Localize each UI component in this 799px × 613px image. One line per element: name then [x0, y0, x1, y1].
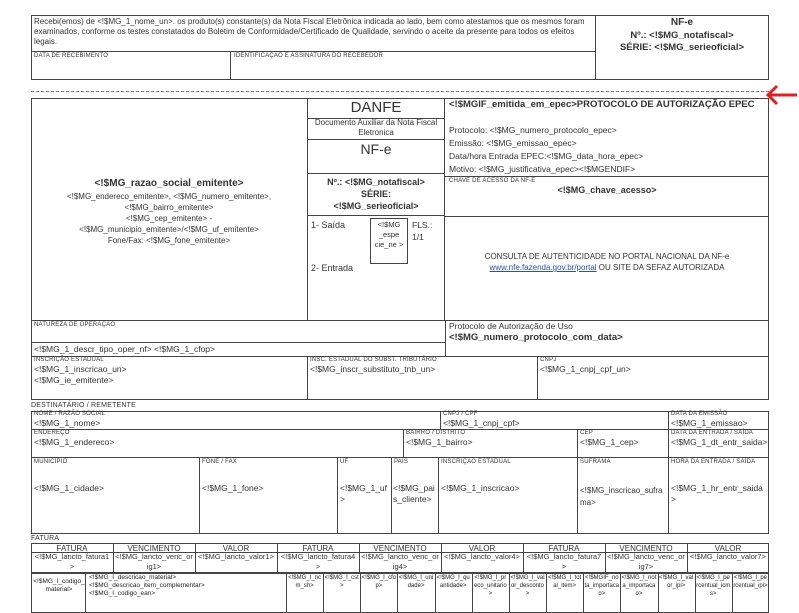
danfe-serie: SÉRIE: — [360, 189, 391, 199]
dest-ie-caption: INSCRIÇÃO ESTADUAL — [441, 459, 511, 465]
fatura-header: FATURA — [302, 544, 334, 553]
item-descricao3: <!$MG_I_codigo_ean> — [89, 590, 156, 597]
hora-caption: HORA DA ENTRADA / SAÍDA — [671, 459, 756, 465]
emitente-linha5: Fone/Fax: <!$MG_fone_emitente> — [107, 236, 231, 245]
danfe-nfe: NF-e — [360, 141, 392, 157]
dest-ie-value: <!$MG_1_inscricao> — [441, 483, 520, 493]
fatura-header: VALOR — [468, 544, 496, 553]
dest-r3-div4 — [438, 457, 439, 534]
cnpj-value: <!$MG_1_cnpj_cpf_un> — [540, 364, 631, 374]
arrow-marker — [765, 83, 799, 107]
cnpj-caption: CNPJ — [540, 357, 557, 363]
protocolo-title: <!$MGIF_emitida_em_epec>PROTOCOLO DE AUTORIZAÇÃO EPEC — [449, 99, 755, 110]
dest-row3 — [31, 457, 769, 458]
fatura-header: VENCIMENTO — [373, 544, 427, 553]
dest-r1-div2 — [668, 411, 669, 429]
protocolo-motivo: Motivo: <!$MG_justificativa_epec><!$MGENDIF> — [449, 164, 636, 174]
item-col-value: <!$MG_I_percentual_ipi> — [733, 575, 768, 589]
insc-div1 — [307, 356, 308, 400]
protocolo-data-hora: Data/hora Entrada EPEC:<!$MG_data_hora_epec> — [449, 151, 644, 161]
dest-r2-div3 — [668, 429, 669, 457]
fatura-value: <!$MG_lancto_valor1> — [198, 552, 274, 561]
pais-value: <!$MG_pais_cliente> — [393, 483, 435, 504]
dest-r2-div1 — [403, 429, 404, 457]
emitente-block — [31, 98, 307, 320]
hora-value: <!$MG_1_hr_entr_saida> — [671, 483, 763, 504]
ie-value1: <!$MG_1_inscricao_un> — [34, 364, 127, 374]
fatura-value: <!$MG_lancto_fatura7> — [526, 552, 602, 571]
chave-value: <!$MG_chave_acesso> — [557, 185, 657, 195]
danfe-saida: 1- Saída — [311, 220, 346, 230]
cep-caption: CEP — [580, 430, 593, 436]
fatura-header: VENCIMENTO — [619, 544, 673, 553]
entrada-caption: DATA DA ENTRADA / SAÍDA — [671, 430, 754, 436]
endereco-value: <!$MG_1_endereco> — [34, 437, 115, 447]
danfe-sep4 — [307, 215, 445, 216]
natureza-divider — [445, 320, 446, 356]
natureza-caption: NATUREZA DE OPERAÇÃO — [34, 322, 116, 328]
fatura-value: <!$MG_lancto_venc_orig4> — [361, 552, 439, 571]
natureza-val-line — [31, 342, 445, 343]
canhoto-numero: Nº.: <!$MG_notafiscal> — [630, 30, 734, 41]
danfe-subtitle: Documento Auxiliar da Nota Fiscal Eletronica — [314, 118, 438, 137]
dest-r3-div1 — [199, 457, 200, 534]
suframa-caption: SUFRAMA — [580, 459, 611, 465]
fatura-header: VENCIMENTO — [127, 544, 181, 553]
bairro-caption: BAIRRO / DISTRITO — [406, 430, 466, 436]
emissao-caption: DATA DA EMISSÃO — [671, 411, 728, 417]
item-col-value: <!$MG_I_cst> — [324, 575, 359, 589]
canhoto-text: Recebi(emos) de <!$MG_1_nome_un>. os produto(s) constante(s) da Nota Fiscal Eletrônica indicada ao lado, bem como atestamos que os mesmos foram examinados, conforme os testes constatados do Boletim de Conformidade/Certificado de Qualidade, servindo o aceite da presente para todos os efeitos legais. — [34, 17, 585, 46]
insc-div2 — [537, 356, 538, 400]
emissao-value: <!$MG_1_emissao> — [671, 418, 748, 428]
fatura-value: <!$MG_lancto_fatura4> — [280, 552, 356, 571]
uf-value: <!$MG_1_uf> — [340, 483, 388, 504]
canhoto-serie: SÉRIE: <!$MG_serieoficial> — [619, 42, 745, 53]
dest-cnpj-value: <!$MG_1_cnpj_cpf> — [443, 418, 520, 428]
dest-row2 — [31, 429, 769, 430]
emitente-linha3: <!$MG_cep_emitente> - — [125, 214, 213, 223]
suframa-value: <!$MG_inscricao_suframa> — [580, 486, 663, 507]
consulta-box — [445, 216, 769, 217]
entrada-value: <!$MG_1_dt_entr_saida> — [671, 437, 768, 447]
data-recebimento-caption: DATA DE RECEBIMENTO — [34, 53, 109, 59]
pais-caption: PAÍS — [394, 459, 409, 465]
uf-caption: UF — [340, 459, 349, 465]
fatura-header-line — [31, 552, 769, 553]
razao-social: <!$MG_razao_social_emitente> — [94, 178, 244, 189]
item-col-value: <!$MG_I_valor_desconto> — [510, 575, 545, 597]
ie-caption: INSCRIÇÃO ESTADUAL — [34, 357, 104, 363]
item-descricao2: <!$MG_descricao_item_complementar> — [89, 582, 205, 589]
consulta-portal — [445, 263, 769, 272]
item-div-codigo — [85, 573, 86, 613]
portal-link[interactable]: www.nfe.fazenda.gov.br/portal — [489, 263, 597, 272]
danfe-sep1 — [307, 118, 445, 119]
endereco-caption: ENDEREÇO — [34, 430, 70, 436]
nome-value: <!$MG_1_nome> — [34, 418, 101, 428]
fatura-value: <!$MG_lancto_valor7> — [690, 552, 766, 561]
consulta-text: CONSULTA DE AUTENTICIDADE NO PORTAL NACIONAL DA NF-e — [484, 252, 730, 261]
dest-cnpj-caption: CNPJ / CPF — [443, 411, 478, 417]
item-col-value: <!$MG_I_cfop> — [361, 575, 397, 589]
cep-value: <!$MG_1_cep> — [580, 437, 639, 447]
emitente-linha1: <!$MG_endereco_emitente>, <!$MG_numero_emitente>, — [66, 192, 272, 201]
dest-r3-div5 — [577, 457, 578, 534]
bairro-value: <!$MG_1_bairro> — [406, 437, 473, 447]
dest-r1-div1 — [440, 411, 441, 429]
dest-r2-div2 — [577, 429, 578, 457]
emitente-linha2: <!$MG_bairro_emitente> — [124, 203, 214, 212]
portal-rest: OU SITE DA SEFAZ AUTORIZADA — [596, 263, 725, 272]
danfe-entrada: 2- Entrada — [311, 263, 354, 273]
item-col-value: <!$MG_I_nota_importacao> — [621, 575, 657, 597]
fatura-header: FATURA — [56, 544, 88, 553]
item-col-value: <!$MG_I_total_item> — [548, 575, 582, 589]
fatura-value: <!$MG_lancto_fatura1> — [34, 552, 110, 571]
danfe-serie-val: <!$MG_serieoficial> — [333, 201, 419, 211]
item-col-value: <!$MG_I_ncm_sh> — [288, 575, 321, 589]
protocolo-uso-caption: Protocolo de Autorização de Uso — [449, 321, 573, 331]
item-col-value: <!$MG_I_quantidade> — [436, 575, 470, 589]
fatura-value: <!$MG_lancto_venc_orig1> — [115, 552, 193, 571]
st-value: <!$MG_inscr_substituto_tnb_un> — [310, 364, 436, 374]
identificacao-caption: IDENTIFICAÇÃO E ASSINATURA DO RECEBEDOR — [234, 53, 384, 59]
chave-caption: CHAVE DE ACESSO DA NF-E — [449, 178, 536, 184]
item-col-value: <!$MG_I_preco_unitario> — [473, 575, 507, 597]
dest-r3-div6 — [668, 457, 669, 534]
st-caption: INSC. ESTADUAL DO SUBST. TRIBUTÁRIO — [310, 357, 437, 363]
fatura-header: FATURA — [548, 544, 580, 553]
cut-line — [31, 91, 769, 92]
danfe-fls: FLS.: 1/1 — [412, 220, 433, 242]
fatura-header: VALOR — [714, 544, 742, 553]
protocolo-uso-value: <!$MG_numero_protocolo_com_data> — [449, 332, 623, 343]
municipio-value: <!$MG_1_cidade> — [34, 483, 104, 493]
item-col-value: <!$MGIF_nota_importacao> — [584, 575, 620, 597]
nome-caption: NOME / RAZÃO SOCIAL — [34, 411, 106, 417]
ie-value2: <!$MG_ie_emitente> — [34, 375, 114, 385]
fatura-value: <!$MG_lancto_venc_orig7> — [607, 552, 685, 571]
item-descricao1: <!$MG_I_descricao_material> — [89, 574, 177, 581]
protocolo-emissao: Emissão: <!$MG_emissao_epec> — [449, 138, 577, 148]
canhoto-nfe: NF-e — [670, 17, 694, 28]
danfe-numero: Nº.: <!$MG_notafiscal> — [327, 177, 425, 187]
item-col-value: <!$MG_I_unidade> — [398, 575, 434, 589]
emitente-linha4: <!$MG_municipio_emitente>/<!$MG_uf_emitente> — [79, 225, 259, 234]
fone-caption: FONE / FAX — [202, 459, 238, 465]
fatura-value: <!$MG_lancto_valor4> — [444, 552, 520, 561]
fone-value: <!$MG_1_fone> — [202, 483, 264, 493]
natureza-value: <!$MG_1_descr_tipo_oper_nf> <!$MG_1_cfop> — [34, 344, 215, 354]
municipio-caption: MUNICÍPIO — [34, 459, 68, 465]
item-codigo: <!$MG_I_codigo_material> — [33, 578, 85, 593]
danfe-title: DANFE — [350, 99, 402, 116]
dest-r3-div2 — [337, 457, 338, 534]
fatura-section: FATURA — [31, 535, 60, 542]
item-col-value: <!$MG_I_percentual_icms> — [696, 575, 731, 597]
danfe-sep2 — [307, 139, 445, 140]
protocolo-numero: Protocolo: <!$MG_numero_protocolo_epec> — [449, 125, 617, 135]
fatura-header: VALOR — [222, 544, 250, 553]
danfe-sep3 — [307, 173, 445, 174]
dest-r3-div3 — [391, 457, 392, 534]
item-col-value: <!$MG_I_valor_ipi> — [659, 575, 694, 589]
danfe-especie: <!$MG _espe cie_ne > — [370, 218, 408, 264]
destinatario-section: DESTINATÁRIO / REMETENTE — [31, 402, 137, 409]
